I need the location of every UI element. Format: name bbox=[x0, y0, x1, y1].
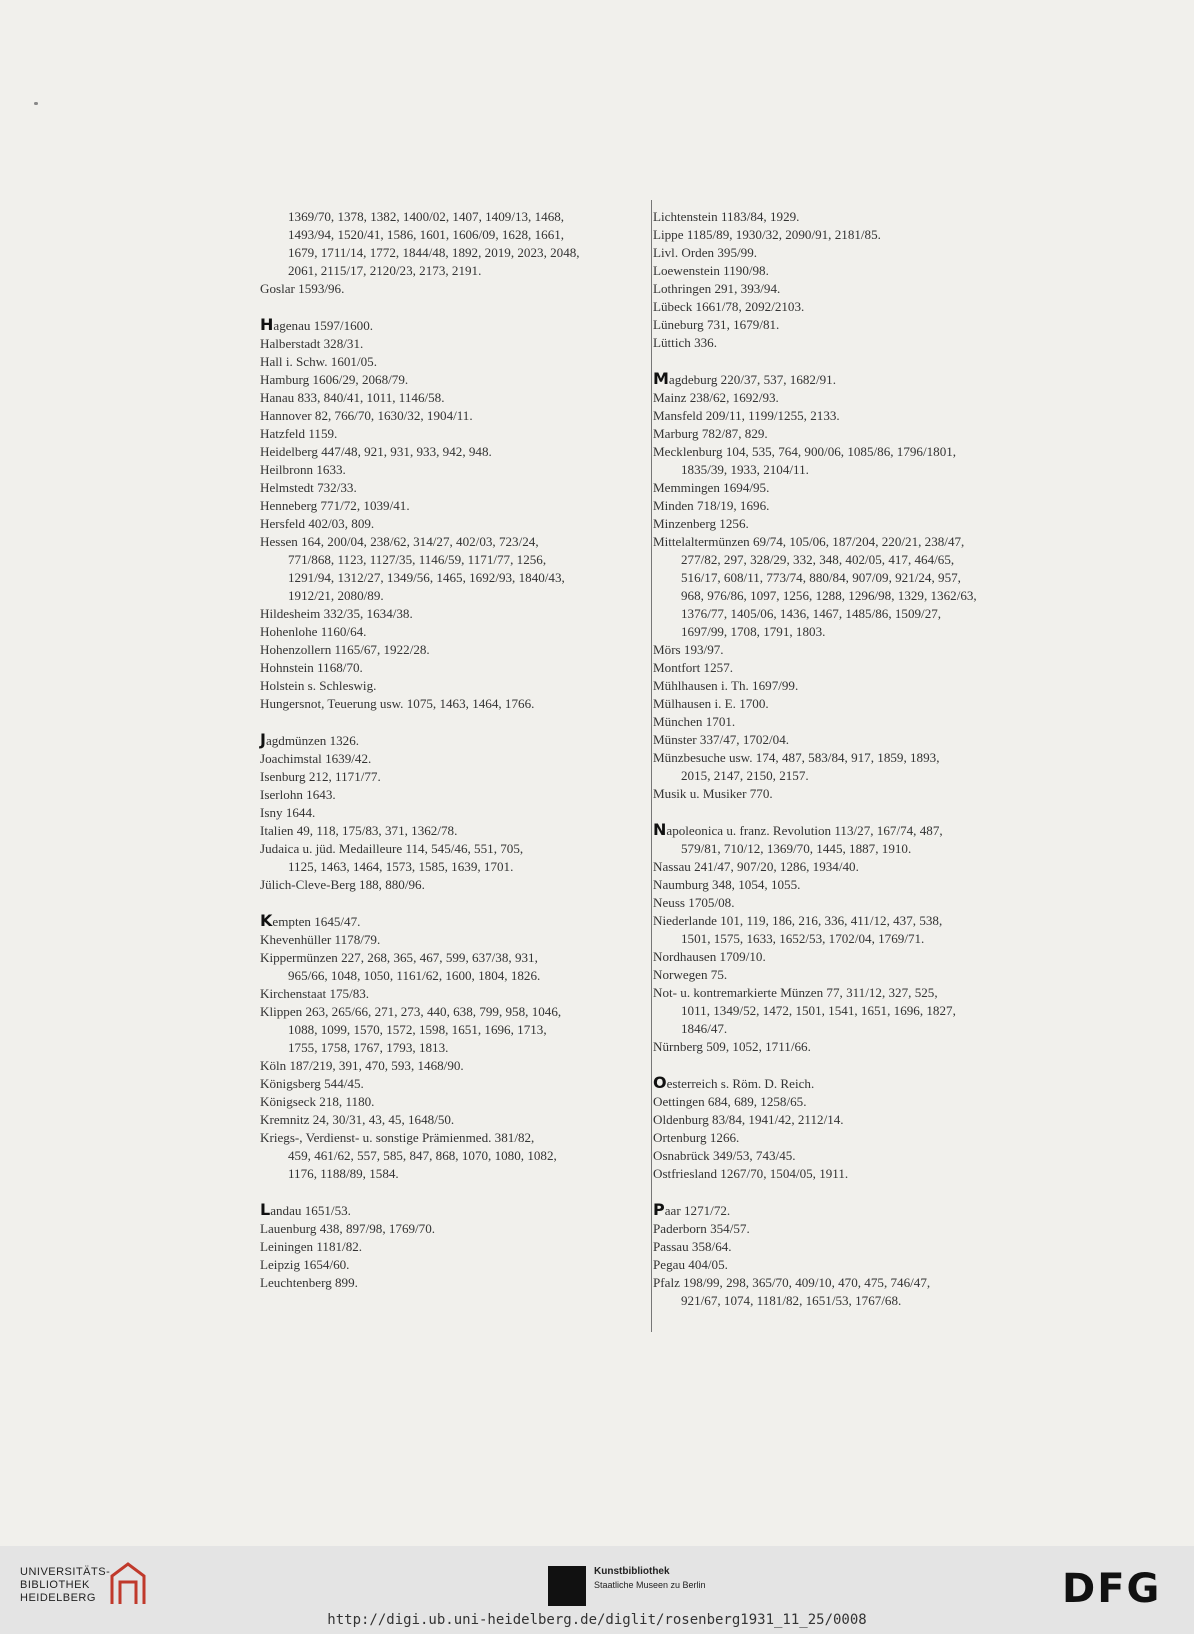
entry-text: Iserlohn 1643. bbox=[260, 787, 336, 802]
index-entry-continuation bbox=[653, 1292, 1063, 1310]
section-initial: L bbox=[260, 1200, 271, 1219]
index-entry bbox=[260, 623, 632, 641]
speck bbox=[34, 102, 38, 105]
index-entry bbox=[653, 894, 1063, 912]
kunstbibliothek-icon bbox=[548, 1566, 586, 1606]
entry-text: 2061, 2115/17, 2120/23, 2173, 2191. bbox=[288, 263, 482, 278]
entry-text: Kriegs-, Verdienst- u. sonstige Prämienmed. 381/82, bbox=[260, 1130, 535, 1145]
entry-text: Kippermünzen 227, 268, 365, 467, 599, 637/38, 931, bbox=[260, 950, 538, 965]
index-entry bbox=[653, 713, 1063, 731]
index-entry bbox=[653, 785, 1063, 803]
entry-text: Hamburg 1606/29, 2068/79. bbox=[260, 372, 409, 387]
entry-text: München 1701. bbox=[653, 714, 736, 729]
entry-text: Halberstadt 328/31. bbox=[260, 336, 364, 351]
index-entry bbox=[653, 389, 1063, 407]
entry-text: Kirchenstaat 175/83. bbox=[260, 986, 370, 1001]
entry-text: Not- u. kontremarkierte Münzen 77, 311/12, 327, 525, bbox=[653, 985, 938, 1000]
entry-text: Mecklenburg 104, 535, 764, 900/06, 1085/86, 1796/1801, bbox=[653, 444, 957, 459]
logo-line: BIBLIOTHEK bbox=[20, 1579, 90, 1591]
index-entry bbox=[653, 641, 1063, 659]
entry-text: Goslar 1593/96. bbox=[260, 281, 345, 296]
index-entry bbox=[653, 244, 1063, 262]
entry-text: Ostfriesland 1267/70, 1504/05, 1911. bbox=[653, 1166, 849, 1181]
index-entry bbox=[653, 208, 1063, 226]
heidelberg-mark-icon bbox=[108, 1560, 148, 1608]
index-entry bbox=[653, 280, 1063, 298]
index-entry bbox=[260, 876, 632, 894]
index-entry-continuation bbox=[260, 967, 632, 985]
index-entry-continuation bbox=[653, 1002, 1063, 1020]
index-entry bbox=[653, 407, 1063, 425]
index-entry-continuation bbox=[260, 262, 632, 280]
section-gap bbox=[260, 713, 632, 731]
source-url[interactable]: http://digi.ub.uni-heidelberg.de/diglit/rosenberg1931_11_25/0008 bbox=[327, 1612, 867, 1628]
index-entry bbox=[653, 912, 1063, 930]
entry-text: Königseck 218, 1180. bbox=[260, 1094, 375, 1109]
kunstbibliothek-name: Kunstbibliothek bbox=[594, 1566, 670, 1577]
index-entry-continuation bbox=[260, 858, 632, 876]
entry-text: Köln 187/219, 391, 470, 593, 1468/90. bbox=[260, 1058, 464, 1073]
entry-text: Jülich-Cleve-Berg 188, 880/96. bbox=[260, 877, 425, 892]
index-entry bbox=[260, 533, 632, 551]
entry-text: Memmingen 1694/95. bbox=[653, 480, 770, 495]
index-entry-continuation bbox=[260, 1039, 632, 1057]
entry-text: Mansfeld 209/11, 1199/1255, 2133. bbox=[653, 408, 840, 423]
index-column-right bbox=[653, 208, 1063, 1310]
index-entry bbox=[653, 858, 1063, 876]
entry-text: 1501, 1575, 1633, 1652/53, 1702/04, 1769/71. bbox=[681, 931, 925, 946]
entry-text: Lippe 1185/89, 1930/32, 2090/91, 2181/85. bbox=[653, 227, 881, 242]
index-entry bbox=[260, 443, 632, 461]
entry-text: andau 1651/53. bbox=[270, 1203, 351, 1218]
entry-text: Heidelberg 447/48, 921, 931, 933, 942, 948. bbox=[260, 444, 492, 459]
entry-text: 1088, 1099, 1570, 1572, 1598, 1651, 1696, 1713, bbox=[288, 1022, 547, 1037]
index-entry bbox=[653, 479, 1063, 497]
entry-text: Hildesheim 332/35, 1634/38. bbox=[260, 606, 413, 621]
index-entry-continuation bbox=[260, 208, 632, 226]
entry-text: agenau 1597/1600. bbox=[273, 318, 374, 333]
heidelberg-library-logo[interactable] bbox=[20, 1566, 110, 1605]
section-gap bbox=[653, 1183, 1063, 1201]
index-entry bbox=[260, 353, 632, 371]
entry-text: 2015, 2147, 2150, 2157. bbox=[681, 768, 809, 783]
index-entry bbox=[653, 262, 1063, 280]
entry-text: empten 1645/47. bbox=[272, 914, 361, 929]
index-entry-continuation bbox=[653, 605, 1063, 623]
index-entry bbox=[260, 949, 632, 967]
entry-text: Montfort 1257. bbox=[653, 660, 734, 675]
entry-text: 1755, 1758, 1767, 1793, 1813. bbox=[288, 1040, 449, 1055]
index-entry bbox=[653, 677, 1063, 695]
column-divider bbox=[651, 200, 652, 1332]
index-entry bbox=[653, 1256, 1063, 1274]
entry-text: 771/868, 1123, 1127/35, 1146/59, 1171/77, 1256, bbox=[288, 552, 547, 567]
entry-text: 1679, 1711/14, 1772, 1844/48, 1892, 2019, 2023, 2048, bbox=[288, 245, 580, 260]
index-entry-continuation bbox=[653, 461, 1063, 479]
entry-text: Mühlhausen i. Th. 1697/99. bbox=[653, 678, 799, 693]
index-entry bbox=[260, 1111, 632, 1129]
index-entry-continuation bbox=[653, 569, 1063, 587]
entry-text: 1912/21, 2080/89. bbox=[288, 588, 384, 603]
section-gap bbox=[653, 803, 1063, 821]
index-entry-continuation bbox=[260, 244, 632, 262]
entry-text: Norwegen 75. bbox=[653, 967, 728, 982]
section-initial: N bbox=[653, 820, 667, 839]
index-entry bbox=[653, 1165, 1063, 1183]
index-entry-continuation bbox=[653, 767, 1063, 785]
entry-text: Lüttich 336. bbox=[653, 335, 718, 350]
index-entry bbox=[260, 659, 632, 677]
entry-text: 516/17, 608/11, 773/74, 880/84, 907/09, 921/24, 957, bbox=[681, 570, 961, 585]
index-entry bbox=[653, 1038, 1063, 1056]
index-entry bbox=[260, 1003, 632, 1021]
entry-text: Paderborn 354/57. bbox=[653, 1221, 750, 1236]
entry-text: 1493/94, 1520/41, 1586, 1601, 1606/09, 1628, 1661, bbox=[288, 227, 565, 242]
index-entry bbox=[653, 497, 1063, 515]
index-entry bbox=[653, 334, 1063, 352]
entry-text: Leiningen 1181/82. bbox=[260, 1239, 363, 1254]
entry-text: Hohenlohe 1160/64. bbox=[260, 624, 367, 639]
index-entry bbox=[260, 641, 632, 659]
index-entry bbox=[260, 1238, 632, 1256]
entry-text: Hannover 82, 766/70, 1630/32, 1904/11. bbox=[260, 408, 473, 423]
index-entry bbox=[653, 984, 1063, 1002]
index-column-left bbox=[260, 208, 632, 1292]
entry-text: Hanau 833, 840/41, 1011, 1146/58. bbox=[260, 390, 445, 405]
section-initial: M bbox=[653, 369, 669, 388]
entry-text: Kremnitz 24, 30/31, 43, 45, 1648/50. bbox=[260, 1112, 455, 1127]
entry-text: Minzenberg 1256. bbox=[653, 516, 749, 531]
kunstbibliothek-subtitle: Staatliche Museen zu Berlin bbox=[594, 1580, 706, 1590]
index-entry bbox=[260, 371, 632, 389]
section-initial: H bbox=[260, 315, 274, 334]
entry-text: Pfalz 198/99, 298, 365/70, 409/10, 470, 475, 746/47, bbox=[653, 1275, 931, 1290]
index-entry bbox=[260, 605, 632, 623]
entry-text: 1846/47. bbox=[681, 1021, 728, 1036]
entry-text: aar 1271/72. bbox=[664, 1203, 731, 1218]
index-entry bbox=[260, 1256, 632, 1274]
entry-text: agdeburg 220/37, 537, 1682/91. bbox=[668, 372, 836, 387]
entry-text: Mörs 193/97. bbox=[653, 642, 724, 657]
entry-text: 965/66, 1048, 1050, 1161/62, 1600, 1804, 1826. bbox=[288, 968, 541, 983]
entry-text: Isny 1644. bbox=[260, 805, 316, 820]
entry-text: Passau 358/64. bbox=[653, 1239, 732, 1254]
index-entry bbox=[260, 985, 632, 1003]
entry-text: Nürnberg 509, 1052, 1711/66. bbox=[653, 1039, 811, 1054]
index-entry bbox=[260, 677, 632, 695]
index-entry bbox=[260, 425, 632, 443]
entry-text: Nordhausen 1709/10. bbox=[653, 949, 766, 964]
index-entry bbox=[653, 1074, 1063, 1093]
section-initial: J bbox=[260, 730, 266, 749]
entry-text: agdmünzen 1326. bbox=[265, 733, 360, 748]
index-entry bbox=[260, 497, 632, 515]
index-entry bbox=[260, 804, 632, 822]
entry-text: Münster 337/47, 1702/04. bbox=[653, 732, 790, 747]
entry-text: Minden 718/19, 1696. bbox=[653, 498, 770, 513]
index-entry-continuation bbox=[653, 930, 1063, 948]
index-entry bbox=[260, 750, 632, 768]
entry-text: 1369/70, 1378, 1382, 1400/02, 1407, 1409/13, 1468, bbox=[288, 209, 565, 224]
index-entry-continuation bbox=[653, 840, 1063, 858]
index-entry-continuation bbox=[260, 1147, 632, 1165]
index-entry bbox=[653, 695, 1063, 713]
index-entry-continuation bbox=[653, 587, 1063, 605]
entry-text: Khevenhüller 1178/79. bbox=[260, 932, 381, 947]
index-entry bbox=[653, 1274, 1063, 1292]
entry-text: Heilbronn 1633. bbox=[260, 462, 346, 477]
entry-text: Hungersnot, Teuerung usw. 1075, 1463, 1464, 1766. bbox=[260, 696, 535, 711]
section-gap bbox=[260, 894, 632, 912]
entry-text: Mittelaltermünzen 69/74, 105/06, 187/204, 220/21, 238/47, bbox=[653, 534, 965, 549]
index-entry bbox=[653, 370, 1063, 389]
index-entry bbox=[260, 768, 632, 786]
index-entry-continuation bbox=[260, 587, 632, 605]
entry-text: Lauenburg 438, 897/98, 1769/70. bbox=[260, 1221, 436, 1236]
section-gap bbox=[653, 1056, 1063, 1074]
index-entry bbox=[260, 407, 632, 425]
entry-text: Neuss 1705/08. bbox=[653, 895, 735, 910]
index-entry bbox=[260, 912, 632, 931]
entry-text: Klippen 263, 265/66, 271, 273, 440, 638, 799, 958, 1046, bbox=[260, 1004, 562, 1019]
index-entry bbox=[653, 533, 1063, 551]
section-initial: K bbox=[260, 911, 273, 930]
entry-text: Holstein s. Schleswig. bbox=[260, 678, 377, 693]
entry-text: Mülhausen i. E. 1700. bbox=[653, 696, 769, 711]
entry-text: Osnabrück 349/53, 743/45. bbox=[653, 1148, 796, 1163]
entry-text: Henneberg 771/72, 1039/41. bbox=[260, 498, 410, 513]
index-entry-continuation bbox=[653, 1020, 1063, 1038]
entry-text: 1176, 1188/89, 1584. bbox=[288, 1166, 399, 1181]
entry-text: Italien 49, 118, 175/83, 371, 1362/78. bbox=[260, 823, 458, 838]
entry-text: 579/81, 710/12, 1369/70, 1445, 1887, 1910. bbox=[681, 841, 912, 856]
entry-text: apoleonica u. franz. Revolution 113/27, 167/74, 487, bbox=[666, 823, 943, 838]
index-entry bbox=[653, 659, 1063, 677]
index-entry-continuation bbox=[260, 1021, 632, 1039]
index-entry bbox=[260, 389, 632, 407]
entry-text: Loewenstein 1190/98. bbox=[653, 263, 769, 278]
index-entry bbox=[260, 840, 632, 858]
section-initial: O bbox=[653, 1073, 667, 1092]
index-entry bbox=[260, 731, 632, 750]
index-entry-continuation bbox=[653, 551, 1063, 569]
entry-text: 459, 461/62, 557, 585, 847, 868, 1070, 1080, 1082, bbox=[288, 1148, 557, 1163]
entry-text: Musik u. Musiker 770. bbox=[653, 786, 773, 801]
index-entry bbox=[653, 821, 1063, 840]
section-gap bbox=[653, 352, 1063, 370]
entry-text: 1697/99, 1708, 1791, 1803. bbox=[681, 624, 826, 639]
index-entry bbox=[653, 749, 1063, 767]
entry-text: Judaica u. jüd. Medailleure 114, 545/46, 551, 705, bbox=[260, 841, 524, 856]
index-entry bbox=[260, 1220, 632, 1238]
index-entry bbox=[653, 731, 1063, 749]
index-entry bbox=[653, 1111, 1063, 1129]
entry-text: 968, 976/86, 1097, 1256, 1288, 1296/98, 1329, 1362/63, bbox=[681, 588, 977, 603]
entry-text: Hersfeld 402/03, 809. bbox=[260, 516, 375, 531]
entry-text: Marburg 782/87, 829. bbox=[653, 426, 768, 441]
entry-text: Livl. Orden 395/99. bbox=[653, 245, 758, 260]
entry-text: Hohnstein 1168/70. bbox=[260, 660, 363, 675]
index-entry bbox=[260, 335, 632, 353]
index-entry bbox=[260, 1129, 632, 1147]
entry-text: Oettingen 684, 689, 1258/65. bbox=[653, 1094, 807, 1109]
index-entry bbox=[653, 515, 1063, 533]
entry-text: 1291/94, 1312/27, 1349/56, 1465, 1692/93, 1840/43, bbox=[288, 570, 565, 585]
entry-text: Niederlande 101, 119, 186, 216, 336, 411/12, 437, 538, bbox=[653, 913, 943, 928]
entry-text: Leipzig 1654/60. bbox=[260, 1257, 350, 1272]
entry-text: Lothringen 291, 393/94. bbox=[653, 281, 781, 296]
entry-text: 1376/77, 1405/06, 1436, 1467, 1485/86, 1509/27, bbox=[681, 606, 942, 621]
entry-text: Königsberg 544/45. bbox=[260, 1076, 364, 1091]
entry-text: Ortenburg 1266. bbox=[653, 1130, 740, 1145]
entry-text: Oldenburg 83/84, 1941/42, 2112/14. bbox=[653, 1112, 844, 1127]
index-entry bbox=[260, 280, 632, 298]
index-entry bbox=[260, 1057, 632, 1075]
logo-line: HEIDELBERG bbox=[20, 1592, 96, 1604]
entry-text: Hatzfeld 1159. bbox=[260, 426, 338, 441]
index-entry bbox=[260, 316, 632, 335]
index-entry bbox=[260, 1274, 632, 1292]
entry-text: Nassau 241/47, 907/20, 1286, 1934/40. bbox=[653, 859, 859, 874]
index-entry bbox=[653, 1220, 1063, 1238]
index-entry-continuation bbox=[260, 226, 632, 244]
section-initial: P bbox=[653, 1200, 665, 1219]
section-gap bbox=[260, 298, 632, 316]
entry-text: Hohenzollern 1165/67, 1922/28. bbox=[260, 642, 430, 657]
section-gap bbox=[260, 1183, 632, 1201]
index-entry bbox=[260, 1201, 632, 1220]
entry-text: Joachimstal 1639/42. bbox=[260, 751, 372, 766]
entry-text: Lübeck 1661/78, 2092/2103. bbox=[653, 299, 805, 314]
entry-text: 1011, 1349/52, 1472, 1501, 1541, 1651, 1696, 1827, bbox=[681, 1003, 956, 1018]
index-entry bbox=[653, 966, 1063, 984]
index-entry bbox=[260, 822, 632, 840]
entry-text: 277/82, 297, 328/29, 332, 348, 402/05, 417, 464/65, bbox=[681, 552, 955, 567]
index-entry bbox=[260, 479, 632, 497]
entry-text: Lichtenstein 1183/84, 1929. bbox=[653, 209, 800, 224]
index-entry bbox=[653, 1201, 1063, 1220]
entry-text: Isenburg 212, 1171/77. bbox=[260, 769, 381, 784]
index-entry-continuation bbox=[260, 551, 632, 569]
index-entry bbox=[260, 1075, 632, 1093]
entry-text: Hall i. Schw. 1601/05. bbox=[260, 354, 377, 369]
entry-text: Lüneburg 731, 1679/81. bbox=[653, 317, 780, 332]
index-entry bbox=[260, 461, 632, 479]
dfg-logo[interactable]: DFG bbox=[1062, 1566, 1162, 1612]
index-entry bbox=[653, 1147, 1063, 1165]
entry-text: Hessen 164, 200/04, 238/62, 314/27, 402/03, 723/24, bbox=[260, 534, 539, 549]
entry-text: Naumburg 348, 1054, 1055. bbox=[653, 877, 801, 892]
index-entry bbox=[260, 931, 632, 949]
index-entry bbox=[653, 1238, 1063, 1256]
entry-text: Mainz 238/62, 1692/93. bbox=[653, 390, 779, 405]
index-entry bbox=[653, 1129, 1063, 1147]
entry-text: 921/67, 1074, 1181/82, 1651/53, 1767/68. bbox=[681, 1293, 902, 1308]
index-entry bbox=[653, 948, 1063, 966]
entry-text: 1125, 1463, 1464, 1573, 1585, 1639, 1701. bbox=[288, 859, 514, 874]
index-entry-continuation bbox=[260, 1165, 632, 1183]
index-entry bbox=[260, 1093, 632, 1111]
entry-text: Münzbesuche usw. 174, 487, 583/84, 917, 1859, 1893, bbox=[653, 750, 940, 765]
entry-text: Leuchtenberg 899. bbox=[260, 1275, 358, 1290]
index-entry bbox=[260, 515, 632, 533]
entry-text: Helmstedt 732/33. bbox=[260, 480, 357, 495]
index-entry bbox=[653, 876, 1063, 894]
index-entry bbox=[653, 425, 1063, 443]
kunstbibliothek-logo[interactable] bbox=[594, 1566, 706, 1590]
index-entry bbox=[260, 695, 632, 713]
index-entry bbox=[653, 298, 1063, 316]
index-entry bbox=[653, 1093, 1063, 1111]
entry-text: esterreich s. Röm. D. Reich. bbox=[666, 1076, 815, 1091]
index-entry-continuation bbox=[653, 623, 1063, 641]
index-entry bbox=[653, 316, 1063, 334]
index-entry bbox=[653, 443, 1063, 461]
index-entry bbox=[260, 786, 632, 804]
index-entry bbox=[653, 226, 1063, 244]
entry-text: 1835/39, 1933, 2104/11. bbox=[681, 462, 809, 477]
entry-text: Pegau 404/05. bbox=[653, 1257, 728, 1272]
index-entry-continuation bbox=[260, 569, 632, 587]
logo-line: UNIVERSITÄTS- bbox=[20, 1566, 111, 1578]
